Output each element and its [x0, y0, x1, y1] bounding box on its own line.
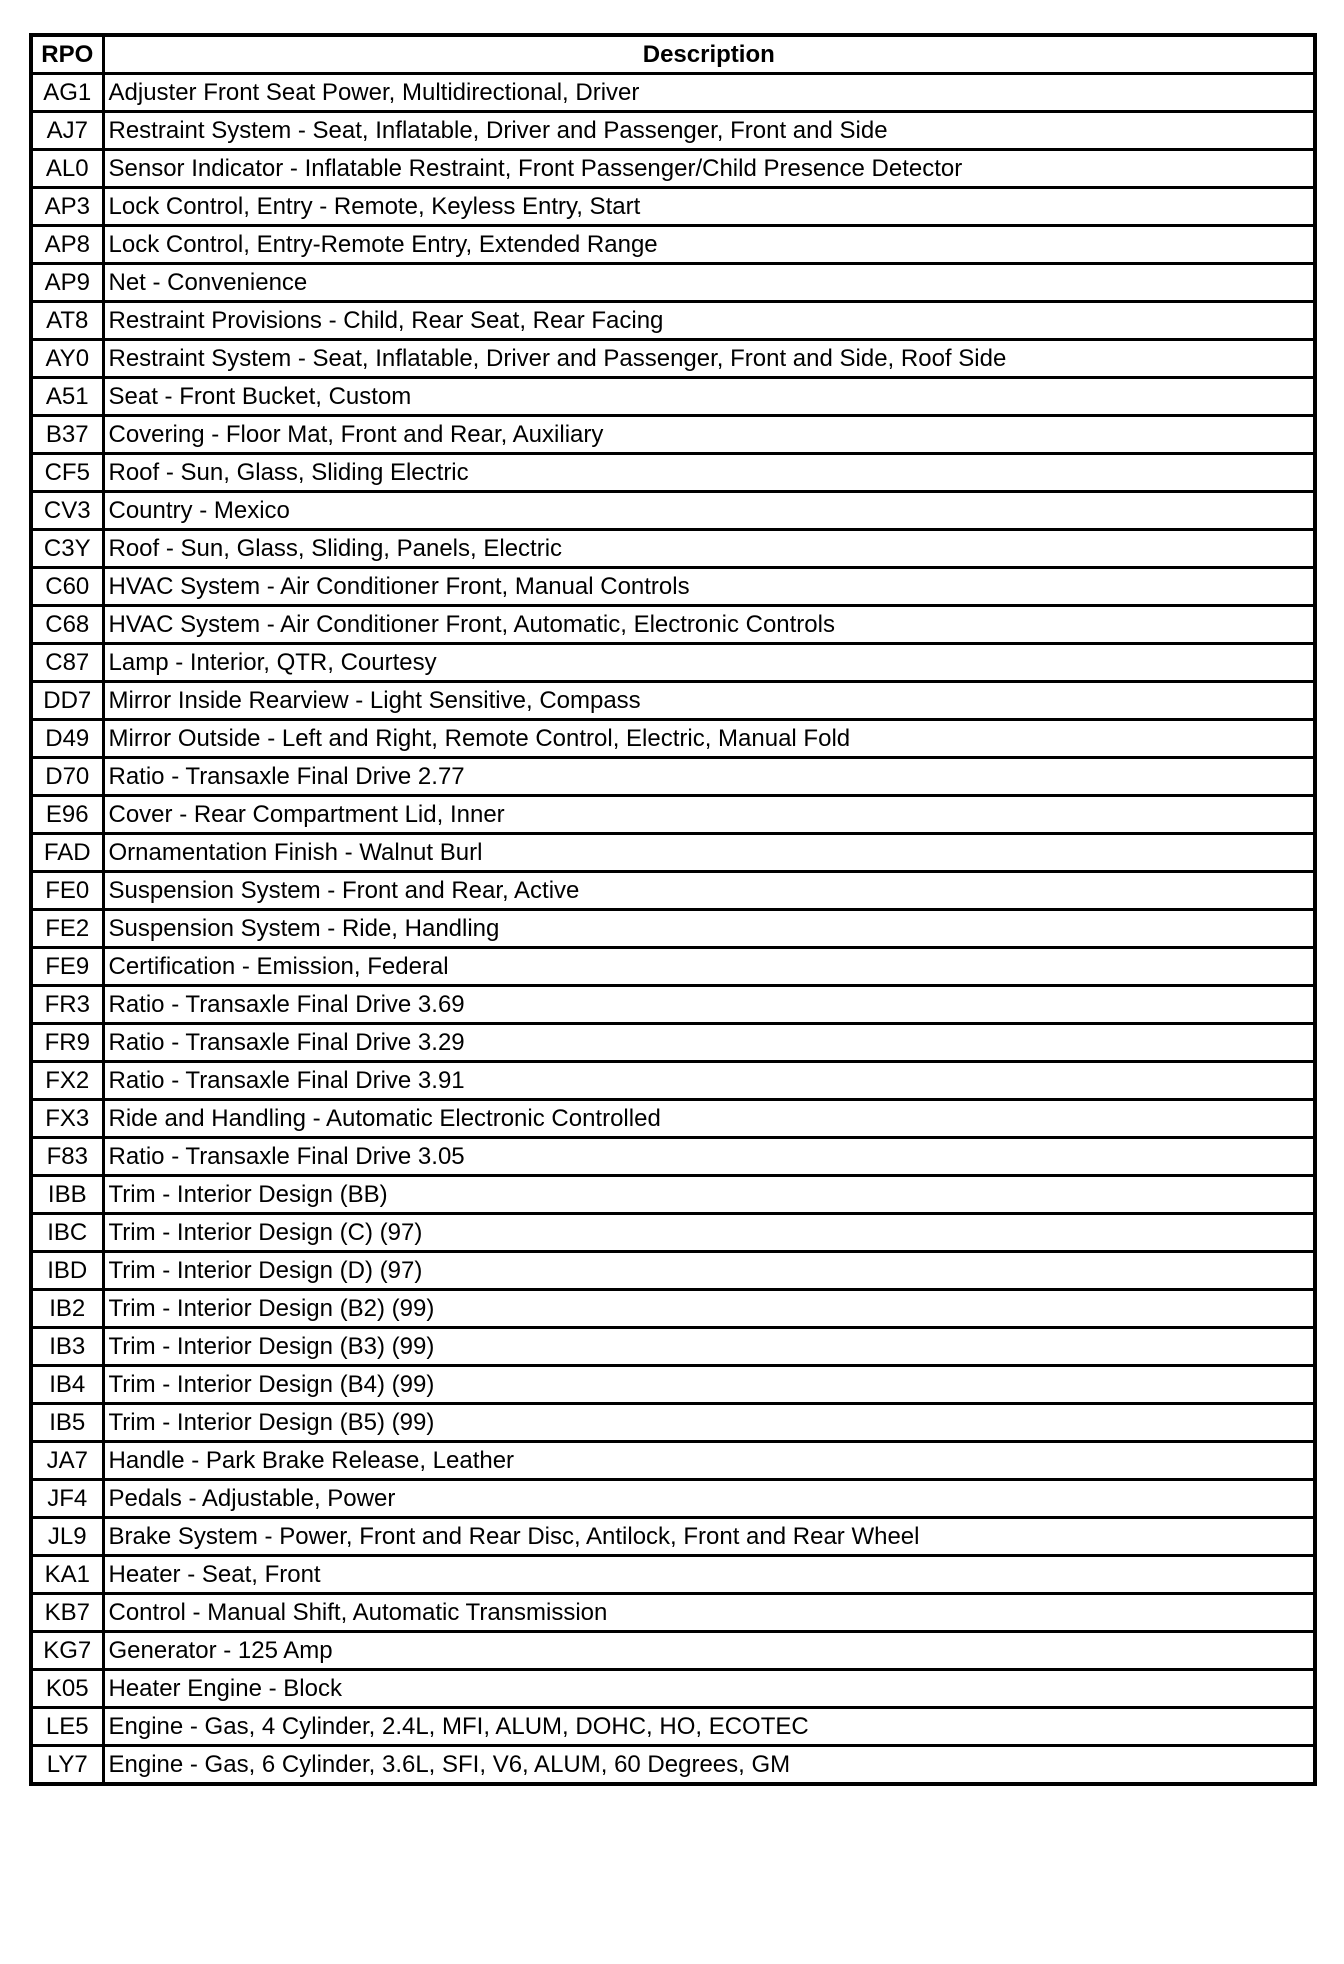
- rpo-code-cell: FX3: [31, 1100, 103, 1138]
- table-row: [31, 644, 1315, 682]
- description-cell: Brake System - Power, Front and Rear Disc, Antilock, Front and Rear Wheel: [103, 1518, 1315, 1556]
- description-cell: Sensor Indicator - Inflatable Restraint, Front Passenger/Child Presence Detector: [103, 150, 1315, 188]
- table-row: [31, 834, 1315, 872]
- description-cell: Lock Control, Entry - Remote, Keyless Entry, Start: [103, 188, 1315, 226]
- table-row: [31, 1176, 1315, 1214]
- description-cell: Restraint Provisions - Child, Rear Seat, Rear Facing: [103, 302, 1315, 340]
- description-cell: Mirror Outside - Left and Right, Remote Control, Electric, Manual Fold: [103, 720, 1315, 758]
- table-row: [31, 226, 1315, 264]
- description-cell: Control - Manual Shift, Automatic Transmission: [103, 1594, 1315, 1632]
- rpo-code-cell: AY0: [31, 340, 103, 378]
- description-cell: Trim - Interior Design (B3) (99): [103, 1328, 1315, 1366]
- rpo-code-cell: B37: [31, 416, 103, 454]
- table-row: [31, 188, 1315, 226]
- rpo-code-cell: IBB: [31, 1176, 103, 1214]
- rpo-code-cell: IB5: [31, 1404, 103, 1442]
- description-cell: Trim - Interior Design (B2) (99): [103, 1290, 1315, 1328]
- table-row: [31, 1252, 1315, 1290]
- table-row: [31, 1556, 1315, 1594]
- rpo-code-cell: FR9: [31, 1024, 103, 1062]
- description-cell: Adjuster Front Seat Power, Multidirectional, Driver: [103, 74, 1315, 112]
- description-cell: Country - Mexico: [103, 492, 1315, 530]
- table-header: [31, 35, 1315, 74]
- rpo-code-cell: LY7: [31, 1746, 103, 1785]
- description-cell: Trim - Interior Design (C) (97): [103, 1214, 1315, 1252]
- table-row: [31, 796, 1315, 834]
- rpo-code-cell: IB3: [31, 1328, 103, 1366]
- description-cell: Ratio - Transaxle Final Drive 3.69: [103, 986, 1315, 1024]
- rpo-code-cell: AP3: [31, 188, 103, 226]
- description-cell: Trim - Interior Design (D) (97): [103, 1252, 1315, 1290]
- table-row: [31, 1328, 1315, 1366]
- table-row: [31, 1442, 1315, 1480]
- rpo-code-cell: LE5: [31, 1708, 103, 1746]
- description-cell: Generator - 125 Amp: [103, 1632, 1315, 1670]
- description-cell: Mirror Inside Rearview - Light Sensitive, Compass: [103, 682, 1315, 720]
- rpo-code-cell: AL0: [31, 150, 103, 188]
- table-row: [31, 378, 1315, 416]
- rpo-code-cell: K05: [31, 1670, 103, 1708]
- description-cell: Trim - Interior Design (BB): [103, 1176, 1315, 1214]
- description-cell: Net - Convenience: [103, 264, 1315, 302]
- rpo-code-cell: FAD: [31, 834, 103, 872]
- description-cell: Pedals - Adjustable, Power: [103, 1480, 1315, 1518]
- table-row: [31, 606, 1315, 644]
- rpo-code-cell: C87: [31, 644, 103, 682]
- rpo-code-cell: IBD: [31, 1252, 103, 1290]
- rpo-code-cell: AP8: [31, 226, 103, 264]
- rpo-code-cell: FE0: [31, 872, 103, 910]
- rpo-code-cell: JA7: [31, 1442, 103, 1480]
- rpo-code-cell: KA1: [31, 1556, 103, 1594]
- description-cell: Restraint System - Seat, Inflatable, Driver and Passenger, Front and Side, Roof Side: [103, 340, 1315, 378]
- table-row: [31, 454, 1315, 492]
- rpo-code-cell: AP9: [31, 264, 103, 302]
- rpo-code-cell: IBC: [31, 1214, 103, 1252]
- description-column-header: Description: [103, 35, 1315, 74]
- rpo-code-cell: AT8: [31, 302, 103, 340]
- table-row: [31, 1632, 1315, 1670]
- rpo-code-cell: AJ7: [31, 112, 103, 150]
- rpo-code-cell: CV3: [31, 492, 103, 530]
- description-cell: Roof - Sun, Glass, Sliding, Panels, Electric: [103, 530, 1315, 568]
- table-row: [31, 986, 1315, 1024]
- rpo-code-cell: IB4: [31, 1366, 103, 1404]
- table-row: [31, 720, 1315, 758]
- rpo-code-cell: A51: [31, 378, 103, 416]
- description-cell: Trim - Interior Design (B5) (99): [103, 1404, 1315, 1442]
- table-row: [31, 1480, 1315, 1518]
- description-cell: Ride and Handling - Automatic Electronic Controlled: [103, 1100, 1315, 1138]
- rpo-code-cell: DD7: [31, 682, 103, 720]
- table-row: [31, 1708, 1315, 1746]
- table-row: [31, 568, 1315, 606]
- table-row: [31, 264, 1315, 302]
- description-cell: Restraint System - Seat, Inflatable, Driver and Passenger, Front and Side: [103, 112, 1315, 150]
- table-row: [31, 948, 1315, 986]
- rpo-code-cell: IB2: [31, 1290, 103, 1328]
- table-row: [31, 1214, 1315, 1252]
- description-cell: Engine - Gas, 6 Cylinder, 3.6L, SFI, V6, ALUM, 60 Degrees, GM: [103, 1746, 1315, 1785]
- description-cell: Suspension System - Ride, Handling: [103, 910, 1315, 948]
- rpo-code-cell: KG7: [31, 1632, 103, 1670]
- description-cell: Roof - Sun, Glass, Sliding Electric: [103, 454, 1315, 492]
- table-row: [31, 1746, 1315, 1785]
- description-cell: Ratio - Transaxle Final Drive 2.77: [103, 758, 1315, 796]
- rpo-code-cell: C68: [31, 606, 103, 644]
- table-row: [31, 1366, 1315, 1404]
- rpo-table: [29, 33, 1317, 1786]
- rpo-code-cell: C3Y: [31, 530, 103, 568]
- description-cell: Heater Engine - Block: [103, 1670, 1315, 1708]
- table-row: [31, 1024, 1315, 1062]
- table-row: [31, 416, 1315, 454]
- table-row: [31, 1594, 1315, 1632]
- description-cell: Cover - Rear Compartment Lid, Inner: [103, 796, 1315, 834]
- table-row: [31, 682, 1315, 720]
- rpo-code-cell: FE2: [31, 910, 103, 948]
- description-cell: Ratio - Transaxle Final Drive 3.05: [103, 1138, 1315, 1176]
- table-row: [31, 1138, 1315, 1176]
- rpo-code-cell: JL9: [31, 1518, 103, 1556]
- description-cell: HVAC System - Air Conditioner Front, Manual Controls: [103, 568, 1315, 606]
- table-row: [31, 530, 1315, 568]
- description-cell: Covering - Floor Mat, Front and Rear, Auxiliary: [103, 416, 1315, 454]
- rpo-code-cell: FR3: [31, 986, 103, 1024]
- table-row: [31, 1100, 1315, 1138]
- table-row: [31, 1670, 1315, 1708]
- table-row: [31, 1290, 1315, 1328]
- description-cell: Ratio - Transaxle Final Drive 3.91: [103, 1062, 1315, 1100]
- rpo-code-cell: FE9: [31, 948, 103, 986]
- rpo-code-cell: D70: [31, 758, 103, 796]
- description-cell: Seat - Front Bucket, Custom: [103, 378, 1315, 416]
- table-row: [31, 1404, 1315, 1442]
- description-cell: Ornamentation Finish - Walnut Burl: [103, 834, 1315, 872]
- description-cell: Heater - Seat, Front: [103, 1556, 1315, 1594]
- table-row: [31, 112, 1315, 150]
- rpo-code-cell: F83: [31, 1138, 103, 1176]
- description-cell: Handle - Park Brake Release, Leather: [103, 1442, 1315, 1480]
- description-cell: Lamp - Interior, QTR, Courtesy: [103, 644, 1315, 682]
- rpo-code-cell: CF5: [31, 454, 103, 492]
- table-row: [31, 492, 1315, 530]
- table-row: [31, 1518, 1315, 1556]
- description-cell: Ratio - Transaxle Final Drive 3.29: [103, 1024, 1315, 1062]
- description-cell: HVAC System - Air Conditioner Front, Automatic, Electronic Controls: [103, 606, 1315, 644]
- table-row: [31, 1062, 1315, 1100]
- rpo-code-cell: E96: [31, 796, 103, 834]
- table-row: [31, 340, 1315, 378]
- rpo-code-cell: AG1: [31, 74, 103, 112]
- description-cell: Lock Control, Entry-Remote Entry, Extended Range: [103, 226, 1315, 264]
- rpo-code-cell: C60: [31, 568, 103, 606]
- description-cell: Suspension System - Front and Rear, Active: [103, 872, 1315, 910]
- header-row: [31, 35, 1315, 74]
- table-row: [31, 150, 1315, 188]
- table-row: [31, 302, 1315, 340]
- table-row: [31, 758, 1315, 796]
- table-row: [31, 910, 1315, 948]
- description-cell: Engine - Gas, 4 Cylinder, 2.4L, MFI, ALUM, DOHC, HO, ECOTEC: [103, 1708, 1315, 1746]
- rpo-code-cell: KB7: [31, 1594, 103, 1632]
- table-row: [31, 872, 1315, 910]
- description-cell: Certification - Emission, Federal: [103, 948, 1315, 986]
- table-body: [31, 74, 1315, 1785]
- table-row: [31, 74, 1315, 112]
- description-cell: Trim - Interior Design (B4) (99): [103, 1366, 1315, 1404]
- rpo-code-cell: D49: [31, 720, 103, 758]
- rpo-code-cell: FX2: [31, 1062, 103, 1100]
- rpo-column-header: RPO: [31, 35, 103, 74]
- rpo-code-cell: JF4: [31, 1480, 103, 1518]
